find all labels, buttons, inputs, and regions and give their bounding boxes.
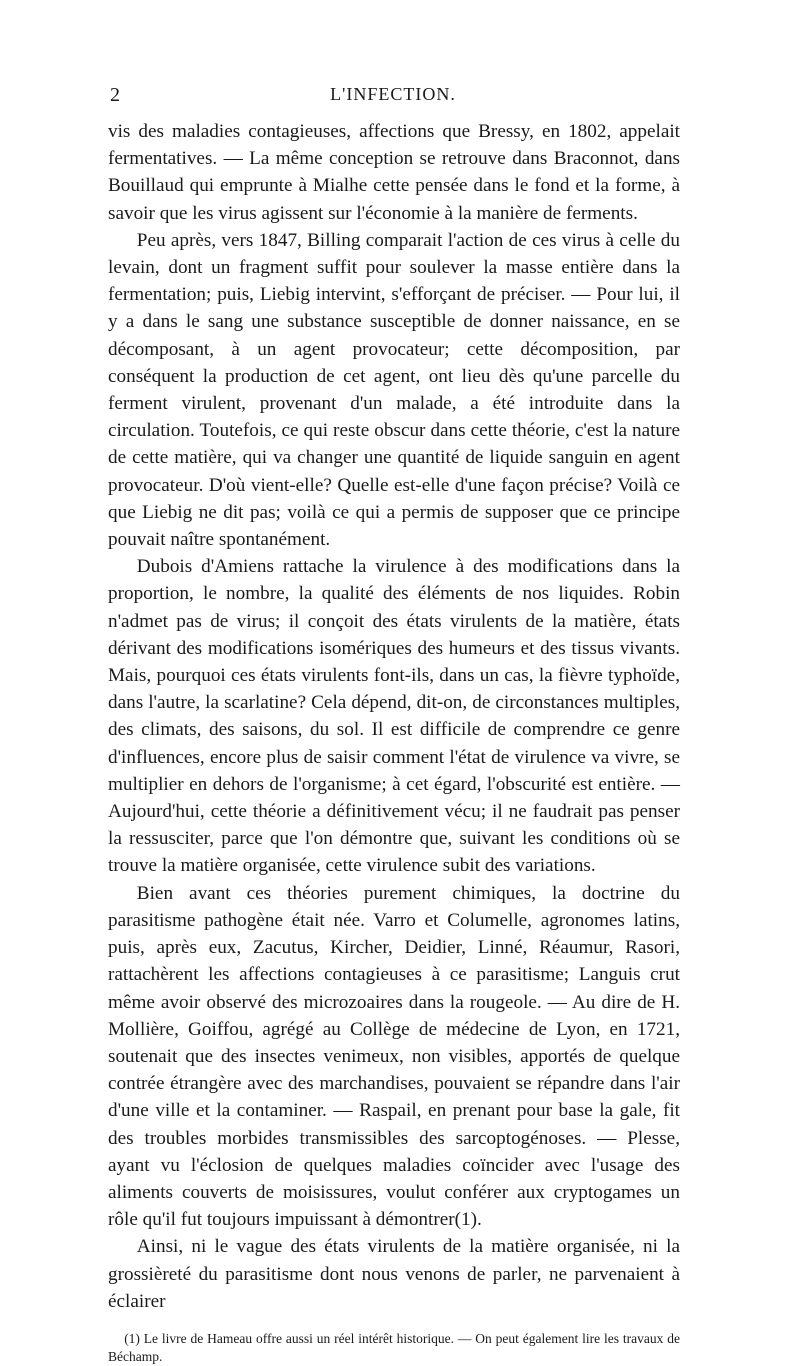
footnote: (1) Le livre de Hameau offre aussi un réel intérêt historique. — On peut également lire les travaux de Béchamp.	[108, 1331, 680, 1364]
paragraph-4-text: Bien avant ces théories purement chimiques, la doctrine du parasitisme pathogène était née. Varro et Columelle, agronomes latins, puis, après eux, Zacutus, Kircher, Deidier, Linné, Réaumur, Rasori, rattachèrent les affections contagieuses à ce parasitisme; Languis crut même avoir observé des microzoaires dans la rougeole. — Au dire de H. Mollière, Goiffou, agrégé au Collège de médecine de Lyon, en 1721, soutenait que des insectes venimeux, non visibles, apportés de quelque contrée étrangère avec des marchandises, pouvaient se répandre dans l'air d'une ville et la contaminer. — Raspail, en prenant pour base la gale, fit des troubles morbides transmissibles des sarcoptogénoses. — Plesse, ayant vu l'éclosion de quelques maladies coïncider avec l'usage des aliments couverts de moisissures, voulut conférer aux cryptogames un rôle qu'il fut toujours impuissant à démontrer	[108, 882, 680, 1231]
running-head	[110, 84, 676, 108]
paragraph-1: vis des maladies contagieuses, affections que Bressy, en 1802, appelait fermentatives. — La même conception se retrouve dans Braconnot, dans Bouillaud qui emprunte à Mialhe cette pensée dans le fond et la forme, à savoir que les virus agissent sur l'économie à la manière de ferments.	[108, 121, 680, 224]
paragraph-4-end: .	[477, 1209, 482, 1231]
paragraph-3: Dubois d'Amiens rattache la virulence à des modifications dans la proportion, le nombre, la qualité des éléments de nos liquides. Robin n'admet pas de virus; il conçoit des états virulents de la matière, états dérivant des modifications isomériques des humeurs et des tissus vivants. Mais, pourquoi ces états virulents font-ils, dans un cas, la fièvre typhoïde, dans l'autre, la scarlatine? Cela dépend, dit-on, de circonstances multiples, des climats, des saisons, du sol. Il est difficile de comprendre ce genre d'influences, encore plus de saisir comment l'état de virulence va vivre, se multiplier en dehors de l'organisme; à cet égard, l'obscurité est entière. — Aujourd'hui, cette théorie a définitivement vécu; il ne faudrait pas penser la ressusciter, parce que l'on démontre que, suivant les conditions où se trouve la matière organisée, cette virulence subit des variations.	[108, 556, 680, 877]
paragraph-4	[108, 880, 680, 1234]
page-number: 2	[110, 84, 120, 106]
running-title: L'INFECTION.	[330, 84, 456, 104]
footnote-ref: (1)	[454, 1209, 478, 1231]
paragraph-2: Peu après, vers 1847, Billing comparait l'action de ces virus à celle du levain, dont un fragment suffit pour soulever la masse entière dans la fermentation; puis, Liebig intervint, s'efforçant de préciser. — Pour lui, il y a dans le sang une substance susceptible de donner naissance, en se décomposant, à un agent provocateur; cette décomposition, par conséquent la production de cet agent, ont lieu dès qu'une parcelle du ferment virulent, provenant d'un malade, a été introduite dans la circulation. Toutefois, ce qui reste obscur dans cette théorie, c'est la nature de cette matière, qui va changer une quantité de liquide sanguin en agent provocateur. D'où vient-elle? Quelle est-elle d'une façon précise? Voilà ce que Liebig ne dit pas; voilà ce qui a permis de supposer que ce principe pouvait naître spontanément.	[108, 229, 680, 551]
paragraph-5: Ainsi, ni le vague des états virulents de la matière organisée, ni la grossièreté du parasitisme dont nous venons de parler, ne parvenaient à éclairer	[108, 1236, 680, 1312]
body-text	[108, 118, 680, 1315]
